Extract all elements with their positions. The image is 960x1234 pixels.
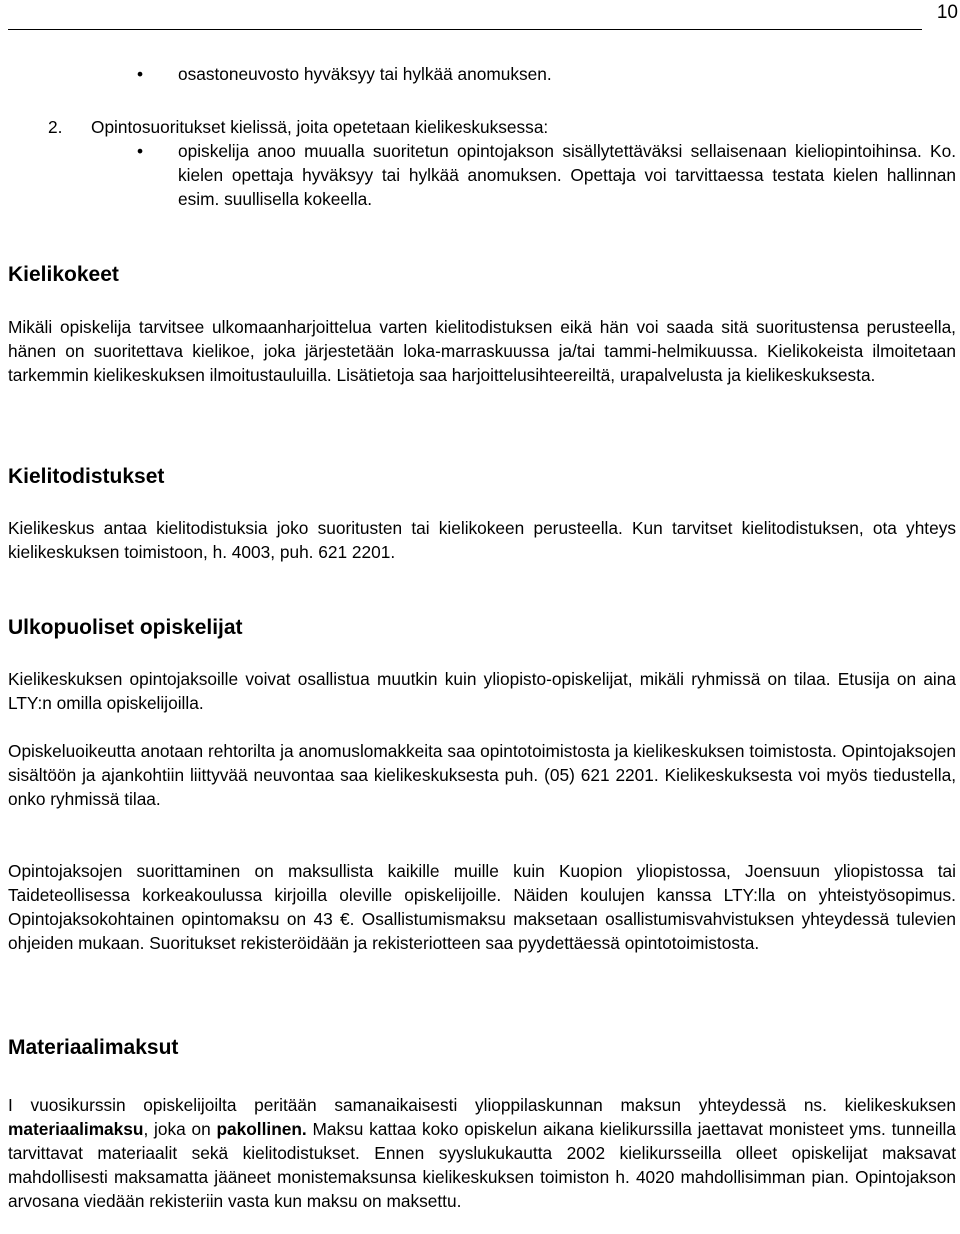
list-item-text: osastoneuvosto hyväksyy tai hylkää anomuksen. [178,64,552,84]
paragraph-text: , joka on [143,1119,217,1139]
list-item [8,62,956,86]
paragraph-text: I vuosikurssin opiskelijoilta peritään samanaikaisesti ylioppilaskunnan maksun yhteydessä ns. kielikeskuksen [8,1095,956,1115]
paragraph: Kielikeskus antaa kielitodistuksia joko suoritusten tai kielikokeen perusteella. Kun tarvitset kielitodistuksen, ota yhteys kielikeskuksen toimistoon, h. 4003, puh. 621 2201. [8,518,956,562]
top-list [8,62,956,211]
bullet-icon: • [136,64,144,84]
section-heading-kielitodistukset: Kielitodistukset [8,465,165,488]
bold-term: pakollinen. [216,1119,307,1139]
section-heading-kielikokeet: Kielikokeet [8,263,119,286]
numbered-item-text: Opintosuoritukset kielissä, joita opetetaan kielikeskuksessa: [91,117,549,137]
paragraph: Mikäli opiskelija tarvitsee ulkomaanharjoittelua varten kielitodistuksen eikä hän voi saada sitä suoritustensa perusteella, hänen on suoritettava kielikoe, joka järjestetään loka-marraskuussa ja/tai tammi-helmikuussa. Kielikokeista ilmoitetaan tarkemmin kielikeskuksen ilmoitustauluilla. Lisätietoja saa harjoittelusihteereiltä, urapalvelusta ja kielikeskuksesta. [8,317,956,385]
paragraph: Kielikeskuksen opintojaksoille voivat osallistua muutkin kuin yliopisto-opiskelijat, mikäli ryhmissä on tilaa. Etusija on aina LTY:n omilla opiskelijoilla. [8,669,956,713]
paragraph: Opintojaksojen suorittaminen on maksullista kaikille muille kuin Kuopion yliopistossa, Joensuun yliopistossa tai Taideteollisessa korkeakoulussa kirjoilla oleville opiskelijoille. Näiden koulujen kanssa LTY:lla on yhteistyösopimus. Opintojaksokohtainen opintomaksu on 43 €. Osallistumismaksu maksetaan osallistumisvahvistuksen yhteydessä tulevien ohjeiden mukaan. Suoritukset rekisteröidään ja rekisteriotteen saa pyydettäessä opintotoimistosta. [8,861,956,953]
numbered-item [8,115,956,139]
page-header [8,0,960,31]
paragraph: Opiskeluoikeutta anotaan rehtorilta ja anomuslomakkeita saa opintotoimistosta ja kielikeskuksen toimistosta. Opintojaksojen sisältöön ja ajankohtiin liittyvää neuvontaa saa kielikeskuksesta puh. (05) 621 2201. Kielikeskuksesta voi myös tiedustella, onko ryhmissä tilaa. [8,741,956,809]
bullet-icon: • [136,141,144,161]
list-item [8,139,956,211]
item-number: 2. [48,117,63,137]
section-heading-materiaalimaksut: Materiaalimaksut [8,1036,179,1059]
bold-term: materiaalimaksu [8,1119,144,1139]
header-rule [8,29,922,30]
paragraph [8,1093,956,1213]
list-item-text: opiskelija anoo muualla suoritetun opintojakson sisällytettäväksi sellaisenaan kieliopintoihinsa. Ko. kielen opettaja hyväksyy tai hylkää anomuksen. Opettaja voi tarvittaessa testata kielen hallinnan esim. suullisella kokeella. [178,141,956,209]
section-heading-ulkopuoliset: Ulkopuoliset opiskelijat [8,616,243,639]
paragraph-text: Maksu kattaa koko opiskelun aikana kielikurssilla jaettavat monisteet yms. tunneilla tarvittavat materiaalit sekä kielitodistukset. Ennen syyslukukautta 2002 kielikursseilla olleet opiskelijat maksavat mahdollisesti maksamatta jääneet monistemaksunsa kielikeskuksen toimiston h. 4020 mahdollisimman pian. Opintojakson arvosana viedään rekisteriin vasta kun maksu on maksettu. [8,1119,956,1211]
page-number: 10 [936,2,958,23]
